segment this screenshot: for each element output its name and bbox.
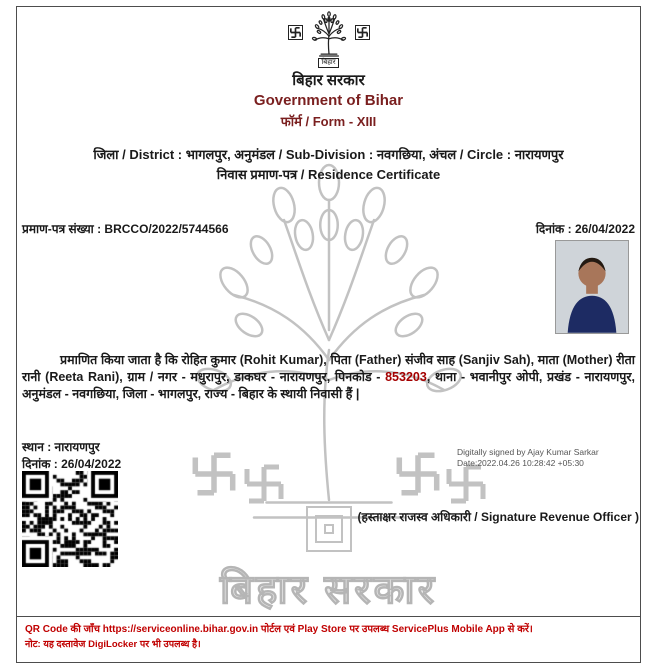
qr-check-note: QR Code की जाँच https://serviceonline.bihar.gov.in पोर्टल एवं Play Store पर उपलब्ध ServicePlus Mobile App से करें। [25,624,533,635]
digital-signature [457,447,635,468]
body-part2: , थाना - भवानीपुर ओपी, प्रखंड - नारायणपुर, अनुमंडल - नवगछिया, जिला - भागलपुर, राज्य - बिहार के स्थायी निवासी हैं | [22,370,635,401]
bihar-emblem [0,10,657,66]
applicant-photo-image [556,241,628,333]
certificate-number: प्रमाण-पत्र संख्या : BRCCO/2022/5744566 [22,222,229,236]
date-line: दिनांक : 26/04/2022 [22,457,122,471]
digital-signature-line2: Date:2022.04.26 10:28:42 +05:30 [457,457,584,468]
signature-label: (हस्ताक्षर राजस्व अधिकारी / Signature Revenue Officer ) [357,510,639,524]
form-number: फॉर्म / Form - XIII [280,114,377,129]
qr-code [22,471,118,567]
swastika-icon [355,25,370,40]
emblem-tree-block [310,10,348,68]
footer-notes [17,616,640,662]
certificate-body [22,352,635,403]
digilocker-note: नोट: यह दस्तावेज DigiLocker पर भी उपलब्ध है। [25,639,201,650]
district-line: जिला / District : भागलपुर, अनुमंडल / Sub-Division : नवगछिया, अंचल / Circle : नारायणपुर [93,147,564,162]
body-part1: प्रमाणित किया जाता है कि रोहित कुमार (Rohit Kumar), पिता (Father) संजीव साह (Sanjiv Sah), माता (Mother) रीता रानी (Reeta Rani), ग्राम / नगर - मधुरापुर, डाकघर - नारायणपुर, पिनकोड - [22,353,635,384]
emblem-label: बिहार [318,58,338,68]
issue-date: दिनांक : 26/04/2022 [535,222,635,236]
digital-signature-line1: Digitally signed by Ajay Kumar Sarkar [457,447,599,457]
watermark-text: बिहार सरकार [219,568,438,612]
applicant-photo [555,240,629,334]
org-name-hindi: बिहार सरकार [292,72,365,89]
certificate-title: निवास प्रमाण-पत्र / Residence Certificate [216,167,441,182]
place-line: स्थान : नारायणपुर [22,440,100,454]
tree-icon [310,10,348,57]
swastika-icon [288,25,303,40]
certificate-header [0,10,657,183]
org-name-english: Government of Bihar [253,92,404,109]
meta-row [22,220,635,237]
pincode-value: 853203 [385,370,427,384]
